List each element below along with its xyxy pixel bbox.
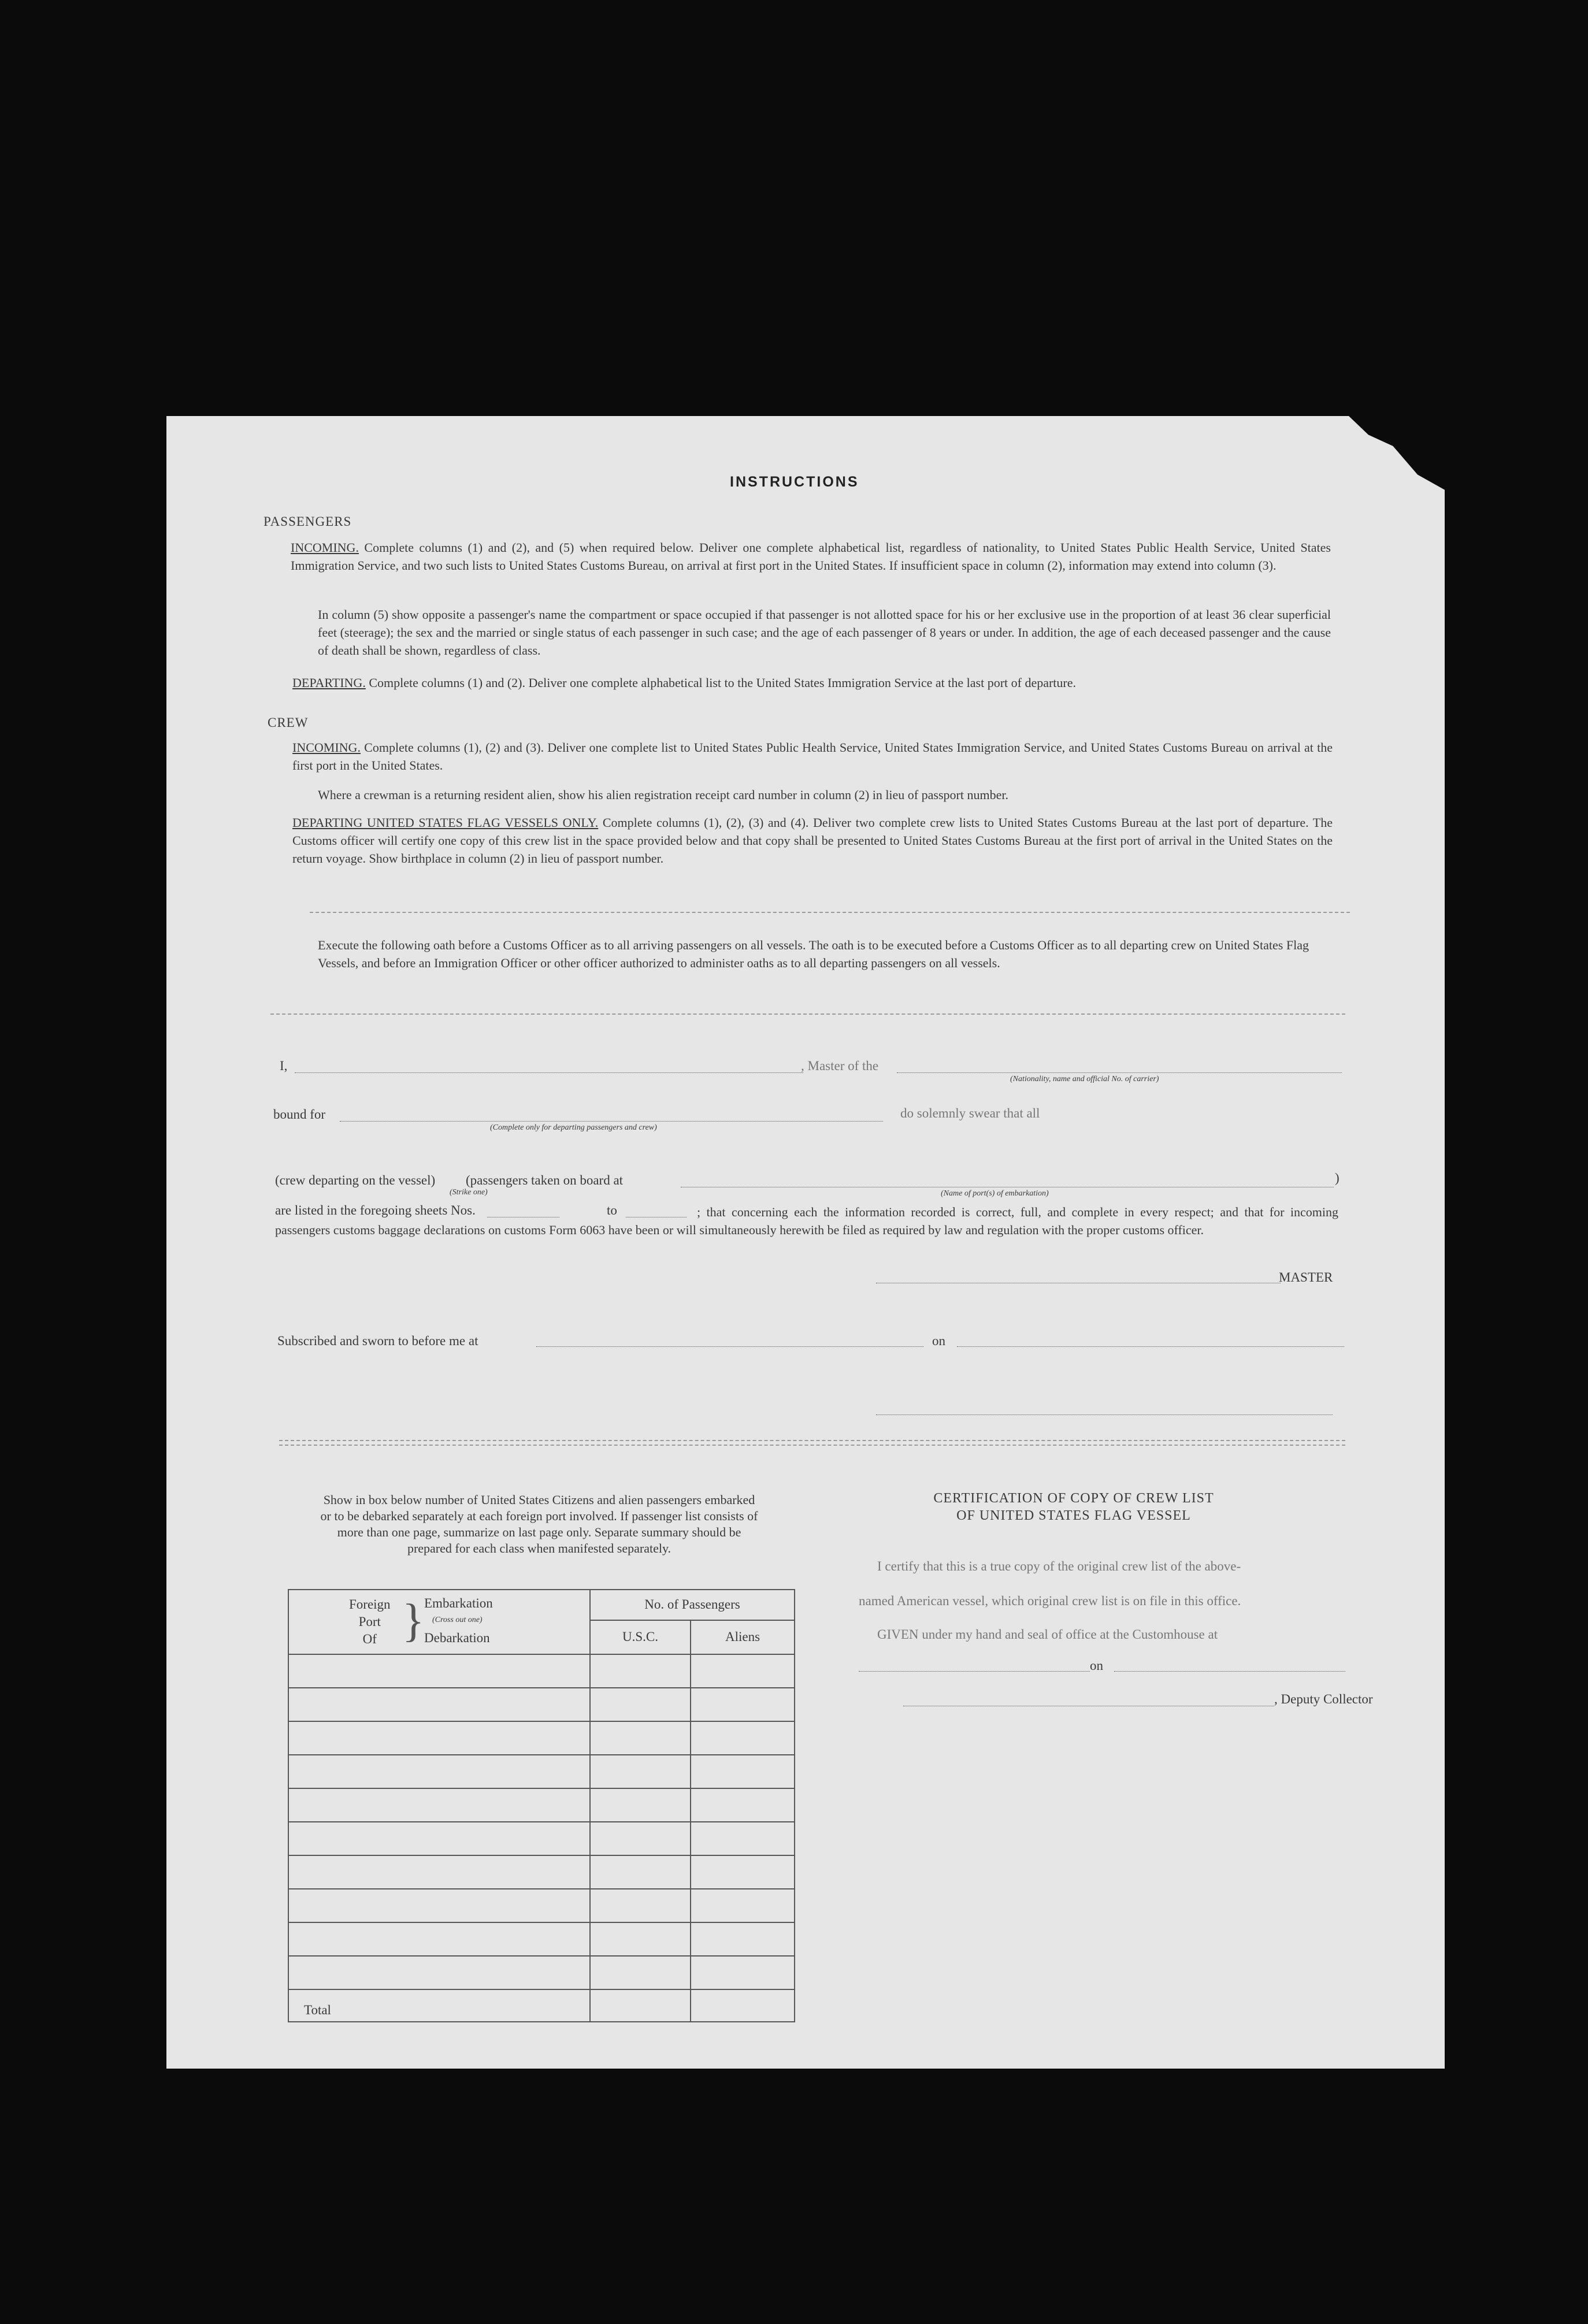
passengers-taken-option: (passengers taken on board at bbox=[466, 1173, 624, 1187]
customhouse-field[interactable] bbox=[859, 1671, 1090, 1672]
table-row bbox=[288, 1956, 795, 1989]
master-name-field[interactable] bbox=[295, 1072, 803, 1073]
deputy-collector-label: , Deputy Collector bbox=[1274, 1692, 1373, 1706]
oath-concerning-text: ; that concerning each the information recorded is correct, full, and complete in every respect; and that for incoming passengers customs baggage declarations on customs Form 6063 have been or will simultaneously herewith be filed as required by law and regulation with the proper customs officer. bbox=[275, 1205, 1338, 1237]
carrier-field[interactable] bbox=[897, 1072, 1342, 1073]
aliens-cell[interactable] bbox=[691, 1654, 795, 1688]
usc-total-cell[interactable] bbox=[590, 1989, 691, 2022]
sworn-on-label: on bbox=[932, 1334, 945, 1348]
port-cell[interactable] bbox=[288, 1889, 590, 1922]
crew-heading: CREW bbox=[268, 715, 309, 730]
table-row bbox=[288, 1654, 795, 1688]
certification-title bbox=[854, 1490, 1293, 1524]
divider bbox=[310, 912, 1350, 913]
close-paren: ) bbox=[1335, 1171, 1340, 1185]
page-title: INSTRUCTIONS bbox=[730, 474, 859, 490]
crew-departing-paragraph bbox=[292, 814, 1333, 867]
passengers-departing-label: DEPARTING. bbox=[292, 675, 366, 690]
aliens-total-cell[interactable] bbox=[691, 1989, 795, 2022]
passengers-incoming-paragraph bbox=[291, 539, 1331, 574]
summary-instruction: Show in box below number of United States Citizens and alien passengers embarked or to be debarked separately at each foreign port involved. If passenger list consists of more than one page, summarize on last page only. Separate summary should be prepared for each class when manifested separately. bbox=[320, 1493, 758, 1555]
swear-label: do solemnly swear that all bbox=[900, 1106, 1040, 1120]
table-row bbox=[288, 1922, 795, 1956]
embarkation-option[interactable]: Embarkation bbox=[424, 1596, 493, 1610]
subscribed-label: Subscribed and sworn to before me at bbox=[277, 1334, 478, 1348]
port-cell[interactable] bbox=[288, 1922, 590, 1956]
aliens-cell[interactable] bbox=[691, 1788, 795, 1822]
table-row bbox=[288, 1889, 795, 1922]
sworn-date-field[interactable] bbox=[957, 1346, 1344, 1347]
bound-for-label: bound for bbox=[273, 1107, 326, 1122]
certification-text-3: GIVEN under my hand and seal of office at the Customhouse at bbox=[877, 1627, 1218, 1642]
to-label: to bbox=[607, 1203, 617, 1217]
port-cell[interactable] bbox=[288, 1688, 590, 1721]
foreign-label: Foreign bbox=[349, 1597, 391, 1612]
aliens-cell[interactable] bbox=[691, 1688, 795, 1721]
usc-cell[interactable] bbox=[590, 1855, 691, 1889]
ports-hint: (Name of port(s) of embarkation) bbox=[941, 1189, 1049, 1198]
port-cell[interactable] bbox=[288, 1755, 590, 1788]
divider bbox=[279, 1445, 1345, 1446]
table-row bbox=[288, 1688, 795, 1721]
port-cell[interactable] bbox=[288, 1721, 590, 1755]
crew-incoming-text: Complete columns (1), (2) and (3). Deliver one complete list to United States Public Health Service, United States Immigration Service, and United States Customs Bureau on arrival at the first port in the United States. bbox=[292, 740, 1333, 773]
port-cell[interactable] bbox=[288, 1956, 590, 1989]
port-cell[interactable] bbox=[288, 1855, 590, 1889]
certification-text-1: I certify that this is a true copy of the original crew list of the above- bbox=[877, 1559, 1241, 1573]
certification-title-line2: OF UNITED STATES FLAG VESSEL bbox=[956, 1508, 1191, 1523]
usc-cell[interactable] bbox=[590, 1889, 691, 1922]
usc-header: U.S.C. bbox=[590, 1620, 691, 1654]
aliens-header: Aliens bbox=[691, 1620, 795, 1654]
passengers-heading: PASSENGERS bbox=[264, 514, 352, 529]
port-label: Port bbox=[358, 1614, 381, 1629]
brace-icon: } bbox=[402, 1595, 425, 1646]
crew-departing-option: (crew departing on the vessel) bbox=[275, 1173, 436, 1187]
port-cell[interactable] bbox=[288, 1654, 590, 1688]
crew-alien-paragraph: Where a crewman is a returning resident alien, show his alien registration receipt card number in column (2) in lieu of passport number. bbox=[318, 788, 1008, 802]
usc-cell[interactable] bbox=[590, 1688, 691, 1721]
form-sheet bbox=[166, 416, 1445, 2069]
no-of-passengers-header: No. of Passengers bbox=[590, 1590, 795, 1620]
bound-for-field[interactable] bbox=[340, 1121, 883, 1122]
bound-for-hint: (Complete only for departing passengers and crew) bbox=[490, 1123, 657, 1132]
listed-label: are listed in the foregoing sheets Nos. bbox=[275, 1203, 476, 1217]
port-cell[interactable] bbox=[288, 1788, 590, 1822]
passengers-incoming-text: Complete columns (1) and (2), and (5) when required below. Deliver one complete alphabetical list, regardless of nationality, to United States Public Health Service, United States Immigration Service, and two such lists to United States Customs Bureau, on arrival at first port in the United States. If insufficient space in column (2), information may extend into column (3). bbox=[291, 540, 1331, 573]
aliens-cell[interactable] bbox=[691, 1889, 795, 1922]
port-header-cell bbox=[288, 1590, 590, 1654]
usc-cell[interactable] bbox=[590, 1922, 691, 1956]
passengers-incoming-label: INCOMING. bbox=[291, 540, 359, 555]
usc-cell[interactable] bbox=[590, 1956, 691, 1989]
sworn-place-field[interactable] bbox=[536, 1346, 923, 1347]
debarkation-option[interactable]: Debarkation bbox=[424, 1631, 490, 1645]
table-row bbox=[288, 1721, 795, 1755]
oath-instruction: Execute the following oath before a Customs Officer as to all arriving passengers on all vessels. The oath is to be executed before a Customs Officer as to all departing crew on United States Flag Vessels, and before an Immigration Officer or other officer authorized to administer oaths as to all departing passengers on all vessels. bbox=[318, 938, 1309, 970]
passenger-summary-table bbox=[288, 1589, 795, 2022]
port-cell[interactable] bbox=[288, 1822, 590, 1855]
aliens-cell[interactable] bbox=[691, 1956, 795, 1989]
master-of-the-label: , Master of the bbox=[801, 1059, 879, 1073]
certification-on-label: on bbox=[1090, 1658, 1103, 1673]
passengers-departing-text: Complete columns (1) and (2). Deliver one complete alphabetical list to the United States Immigration Service at the last port of departure. bbox=[369, 675, 1077, 690]
crew-incoming-label: INCOMING. bbox=[292, 740, 361, 755]
divider bbox=[279, 1440, 1345, 1441]
of-label: Of bbox=[362, 1632, 377, 1646]
crew-departing-text: Complete columns (1), (2), (3) and (4). Deliver two complete crew lists to United States Customs Bureau at the last port of departure. The Customs officer will certify one copy of this crew list in the space provided below and that copy shall be presented to United States Customs Bureau at the first port of arrival in the United States on the return voyage. Show birthplace in column (2) in lieu of passport number. bbox=[292, 815, 1333, 866]
usc-cell[interactable] bbox=[590, 1822, 691, 1855]
table-row bbox=[288, 1755, 795, 1788]
table-row bbox=[288, 1855, 795, 1889]
total-row bbox=[288, 1989, 795, 2022]
usc-cell[interactable] bbox=[590, 1654, 691, 1688]
table-row bbox=[288, 1788, 795, 1822]
oath-i-label: I, bbox=[280, 1059, 288, 1073]
strike-one-hint: (Strike one) bbox=[450, 1188, 488, 1197]
aliens-cell[interactable] bbox=[691, 1855, 795, 1889]
master-label: MASTER bbox=[1279, 1270, 1333, 1284]
aliens-cell[interactable] bbox=[691, 1755, 795, 1788]
passengers-column5-paragraph: In column (5) show opposite a passenger's name the compartment or space occupied if that passenger is not allotted space for his or her exclusive use in the proportion of at least 36 clear superficial feet (steerage); the sex and the married or single status of each passenger in such case; and the age of each passenger of 8 years or under. In addition, the age of each deceased passenger and the cause of death shall be shown, regardless of class. bbox=[318, 607, 1331, 658]
certification-date-field[interactable] bbox=[1114, 1671, 1345, 1672]
aliens-cell[interactable] bbox=[691, 1922, 795, 1956]
usc-cell[interactable] bbox=[590, 1721, 691, 1755]
crew-departing-label: DEPARTING UNITED STATES FLAG VESSELS ONLY. bbox=[292, 815, 599, 830]
crew-incoming-paragraph bbox=[292, 738, 1333, 774]
usc-cell[interactable] bbox=[590, 1755, 691, 1788]
usc-cell[interactable] bbox=[590, 1788, 691, 1822]
certification-text-2: named American vessel, which original crew list is on file in this office. bbox=[859, 1594, 1241, 1608]
total-label: Total bbox=[288, 1989, 590, 2022]
passengers-departing-paragraph bbox=[292, 674, 1333, 692]
cross-out-hint: (Cross out one) bbox=[432, 1616, 483, 1624]
carrier-hint: (Nationality, name and official No. of carrier) bbox=[1010, 1075, 1159, 1083]
aliens-cell[interactable] bbox=[691, 1822, 795, 1855]
aliens-cell[interactable] bbox=[691, 1721, 795, 1755]
divider bbox=[270, 1013, 1345, 1015]
certification-title-line1: CERTIFICATION OF COPY OF CREW LIST bbox=[933, 1491, 1214, 1506]
table-row bbox=[288, 1822, 795, 1855]
